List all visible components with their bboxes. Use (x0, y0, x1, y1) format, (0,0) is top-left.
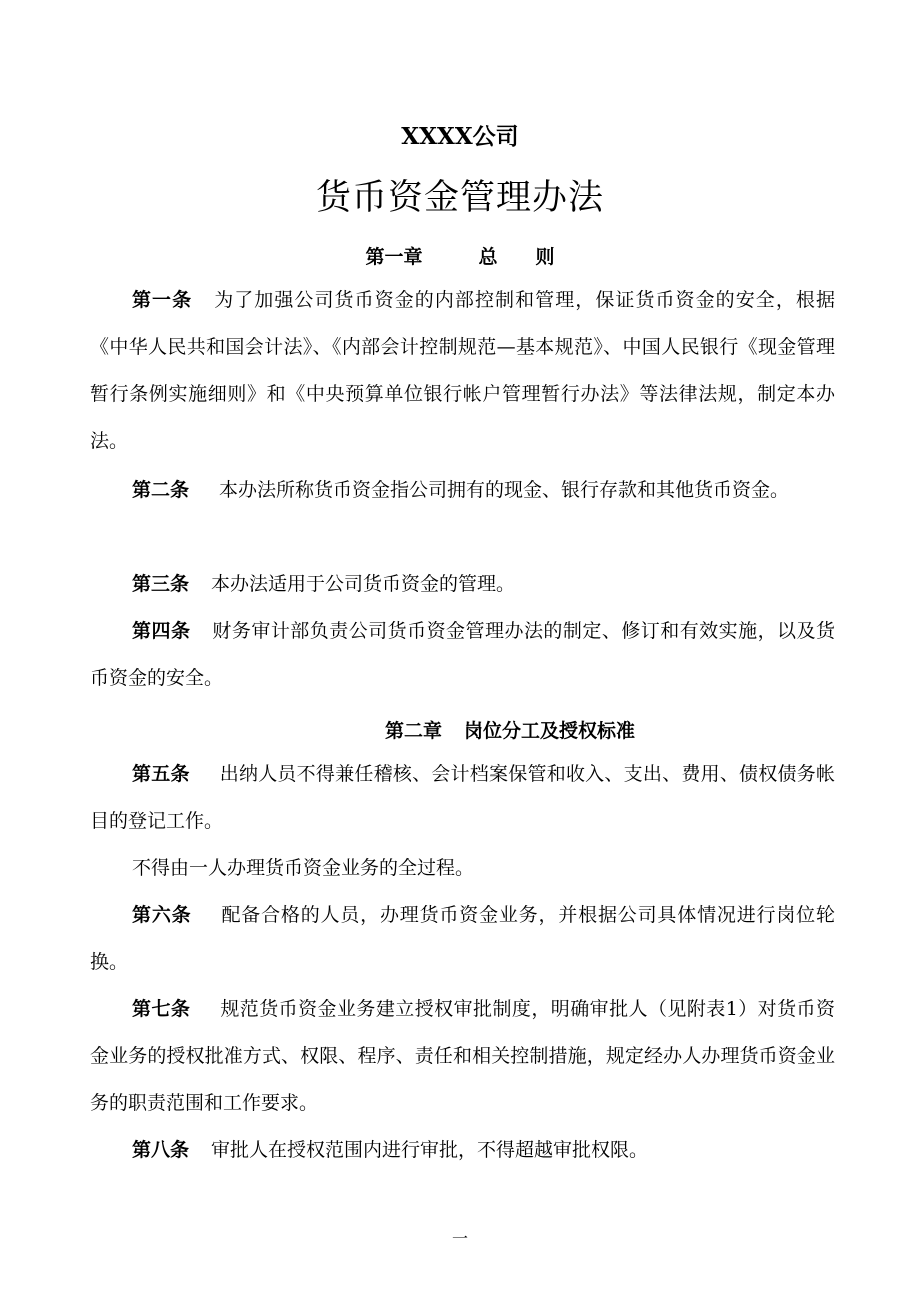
article-label: 第六条 (132, 904, 192, 926)
chapter-label: 第二章 (384, 720, 442, 742)
article-text: 财务审计部负责公司货币资金管理办法的制定、修订和有效实施，以及货币资金的安全。 (90, 620, 835, 689)
article-label: 第一条 (132, 289, 193, 311)
article-text: 规范货币资金业务建立授权审批制度，明确审批人（见附表1）对货币资金业务的授权批准方式、权限、程序、责任和相关控制措施，规定经办人办理货币资金业务的职责范围和工作要求。 (90, 998, 835, 1114)
article-text: 不得由一人办理货币资金业务的全过程。 (132, 857, 475, 879)
article-text: 审批人在授权范围内进行审批，不得超越审批权限。 (211, 1139, 649, 1161)
company-name: XXXX公司 (401, 123, 519, 150)
article-text: 为了加强公司货币资金的内部控制和管理，保证货币资金的安全，根据《中华人民共和国会计法》、《内部会计控制规范—基本规范》、中国人民银行《现金管理暂行条例实施细则》和《中央预算单位银行帐户管理暂行办法》等法律法规，制定本办法。 (90, 289, 835, 452)
article-text: 本办法适用于公司货币资金的管理。 (211, 573, 516, 595)
page-number: 一 (451, 1229, 468, 1248)
chapter-title: 岗位分工及授权标准 (464, 720, 636, 742)
chapter-title: 总 则 (478, 246, 555, 268)
article-paragraph (90, 892, 835, 986)
article-paragraph (90, 608, 835, 702)
article-paragraph (90, 561, 835, 608)
document-title: 货币资金管理办法 (315, 178, 604, 218)
article-label: 第二条 (132, 479, 190, 501)
article-text: 出纳人员不得兼任稽核、会计档案保管和收入、支出、费用、债权债务帐目的登记工作。 (90, 763, 835, 832)
article-label: 第八条 (132, 1139, 190, 1161)
article-label: 第七条 (132, 998, 191, 1020)
article-paragraph (90, 751, 835, 845)
article-paragraph (90, 277, 835, 465)
article-paragraph (90, 845, 835, 892)
chapter-label: 第一章 (365, 246, 423, 268)
article-text: 配备合格的人员，办理货币资金业务，并根据公司具体情况进行岗位轮换。 (90, 904, 835, 973)
article-label: 第四条 (132, 620, 191, 642)
chapter-heading (0, 242, 920, 269)
chapter-heading (50, 716, 920, 743)
article-paragraph (90, 467, 835, 514)
article-label: 第三条 (132, 573, 190, 595)
article-label: 第五条 (132, 763, 190, 785)
article-text: 本办法所称货币资金指公司拥有的现金、银行存款和其他货币资金。 (219, 479, 790, 501)
article-paragraph (90, 1127, 835, 1174)
article-paragraph (90, 986, 835, 1127)
